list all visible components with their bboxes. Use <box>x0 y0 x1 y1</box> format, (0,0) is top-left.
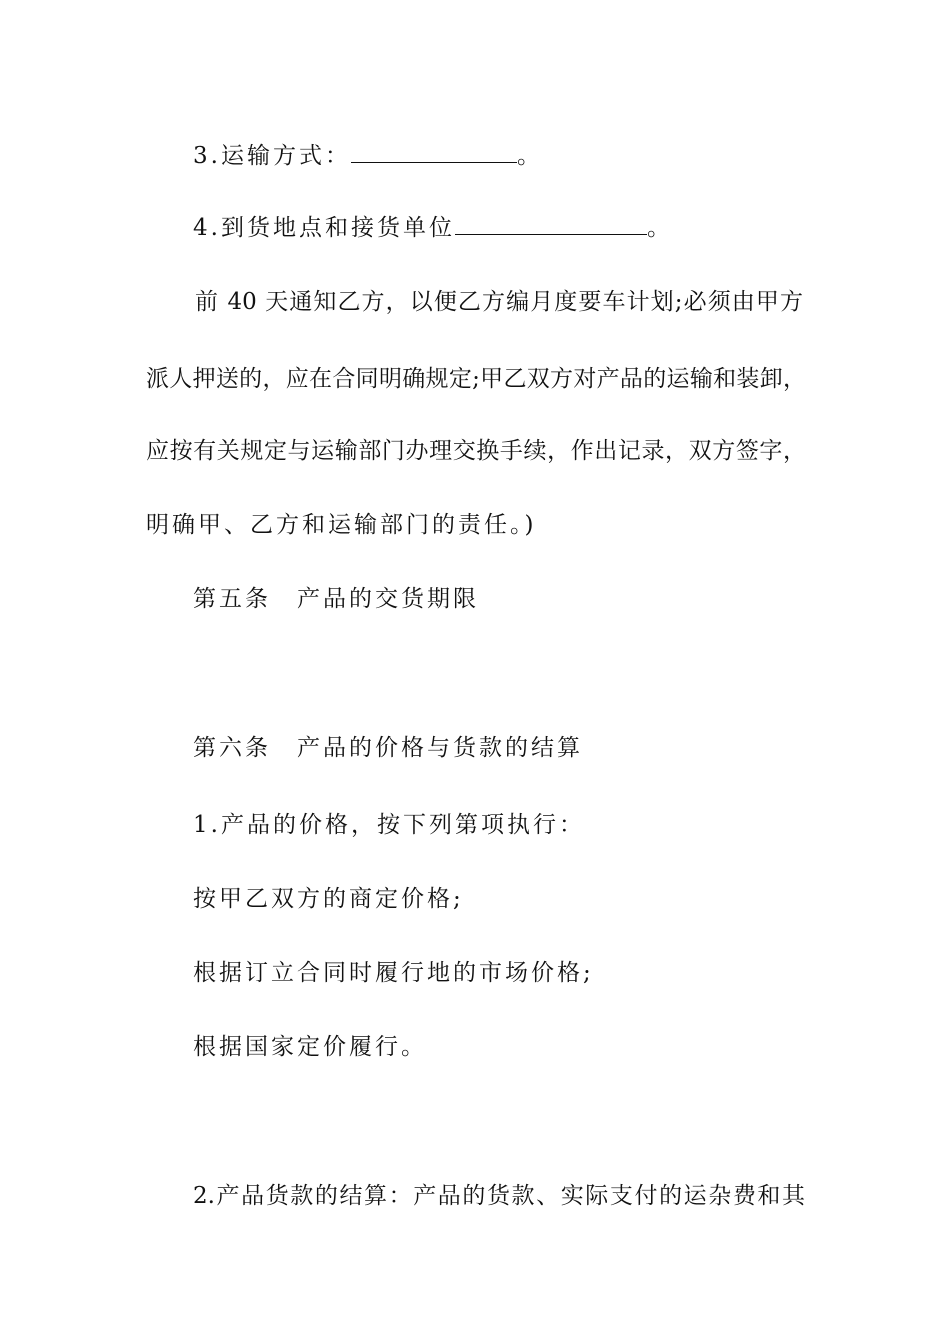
list-item-text: 按甲乙双方的商定价格; <box>193 886 464 912</box>
heading-text: 第六条 产品的价格与货款的结算 <box>193 735 583 761</box>
list-item-text: 根据订立合同时履行地的市场价格; <box>193 960 594 986</box>
article-five-heading <box>193 584 479 614</box>
transport-method-end: 。 <box>516 143 543 169</box>
list-item-text: 根据国家定价履行。 <box>193 1034 427 1060</box>
paragraph-line <box>146 364 806 394</box>
paragraph-line <box>146 436 806 466</box>
heading-text: 第五条 产品的交货期限 <box>193 586 479 612</box>
paragraph-text: 明确甲、乙方和运输部门的责任。) <box>146 512 537 538</box>
list-item <box>193 884 464 914</box>
delivery-location-blank[interactable] <box>455 212 647 235</box>
delivery-location-end: 。 <box>646 215 673 241</box>
article-six-heading <box>193 733 583 763</box>
list-item <box>193 1032 427 1062</box>
delivery-location-line <box>193 212 673 243</box>
paragraph-line <box>146 510 536 540</box>
paragraph-text: 2.产品货款的结算：产品的货款、实际支付的运杂费和其 <box>193 1183 805 1209</box>
transport-method-blank[interactable] <box>351 140 517 163</box>
transport-method-line <box>193 140 543 171</box>
transport-method-label: 3.运输方式： <box>193 143 351 169</box>
paragraph-text: 派人押送的，应在合同明确规定;甲乙双方对产品的运输和装卸， <box>146 366 806 392</box>
list-item <box>193 958 594 988</box>
list-item-text: 1.产品的价格，按下列第项执行： <box>193 812 585 838</box>
settlement-line <box>193 1181 805 1211</box>
paragraph-text: 应按有关规定与运输部门办理交换手续，作出记录，双方签字， <box>146 438 806 464</box>
paragraph-line <box>195 287 803 317</box>
list-item <box>193 810 585 840</box>
paragraph-text: 前 40 天通知乙方，以便乙方编月度要车计划;必须由甲方 <box>195 289 803 315</box>
delivery-location-label: 4.到货地点和接货单位 <box>193 215 455 241</box>
